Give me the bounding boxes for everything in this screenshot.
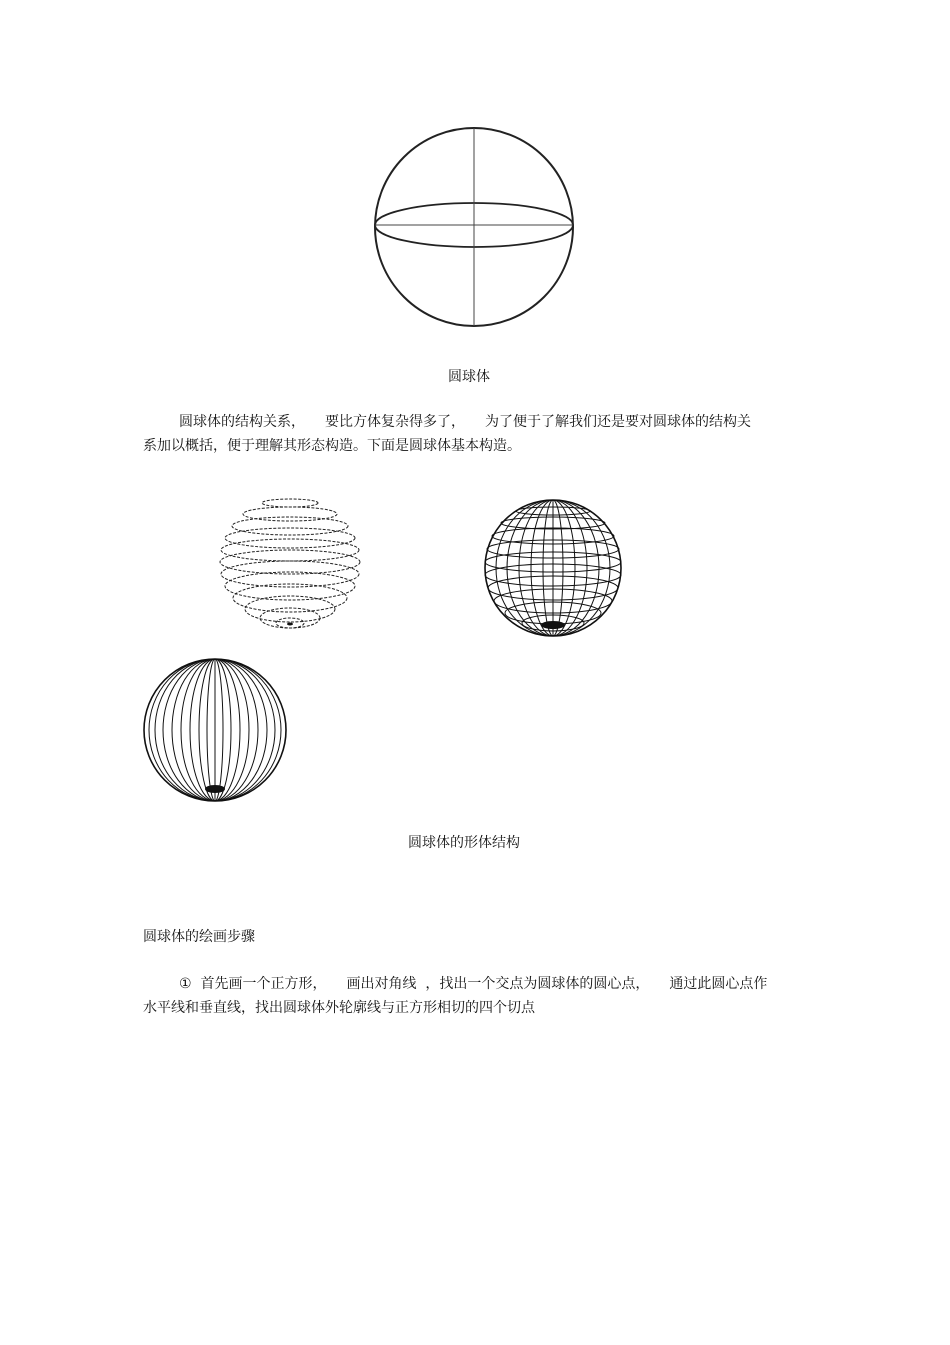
intro-text-1a: 圆球体的结构关系，: [179, 414, 305, 430]
intro-text-1b: 要比方体复杂得多了，: [325, 414, 465, 430]
sphere-latitude-rings-illustration: [218, 493, 362, 637]
intro-text-2: 系加以概括，便于理解其形态构造。下面是圆球体基本构造。: [143, 438, 521, 454]
sphere-outline-illustration: [370, 124, 580, 334]
step-1-text-line2: 水平线和垂直线，找出圆球体外轮廓线与正方形相切的四个切点: [143, 1000, 535, 1016]
step-1-text-a: 首先画一个正方形，: [200, 976, 327, 992]
step-1-paragraph: [143, 972, 767, 1020]
sphere-longitude-lines-illustration: [142, 657, 288, 803]
sphere-grid-illustration: [481, 499, 625, 643]
figure-caption-sphere-structure: 圆球体的形体结构: [408, 835, 520, 851]
step-1-marker: ①: [179, 976, 192, 992]
step-1-text-c: ，找出一个交点为圆球体的圆心点，: [425, 976, 650, 992]
step-1-text-b: 画出对角线: [346, 976, 417, 992]
section-heading: 圆球体的绘画步骤: [143, 929, 255, 945]
figure-caption-sphere: 圆球体: [448, 369, 490, 385]
intro-paragraph: [143, 410, 751, 458]
step-1-text-d: 通过此圆心点作: [669, 976, 768, 992]
intro-text-1c: 为了便于了解我们还是要对圆球体的结构关: [485, 414, 751, 430]
